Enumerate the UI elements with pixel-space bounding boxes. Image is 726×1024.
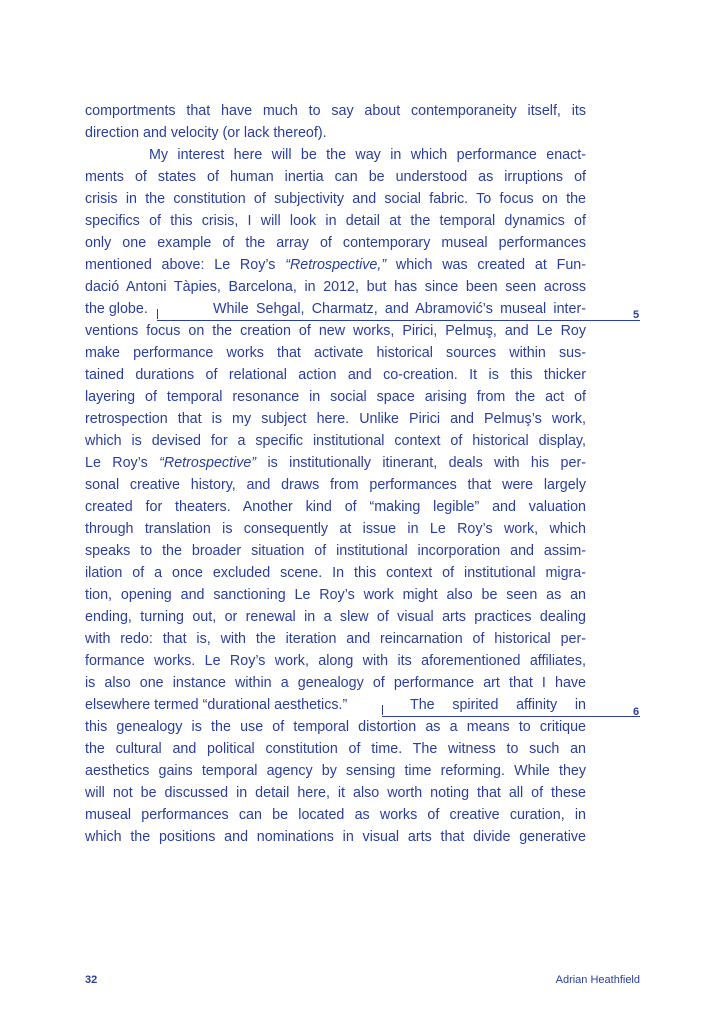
text-line: ending, turning out, or renewal in a slew of visual arts practices dealing <box>85 609 586 625</box>
text-line: will not be discussed in detail here, it also worth noting that all of these <box>85 785 586 801</box>
note-number: 5 <box>633 309 640 321</box>
text-line: comportments that have much to say about contemporaneity itself, its <box>85 103 586 119</box>
text-line: ilation of a once excluded scene. In this context of institutional migra- <box>85 565 586 581</box>
running-footer-author: Adrian Heathfield <box>555 974 640 986</box>
text-line: ventions focus on the creation of new works, Pirici, Pelmuş, and Le Roy <box>85 323 586 339</box>
text-line: museal performances can be located as works of creative curation, in <box>85 807 586 823</box>
text-line: ments of states of human inertia can be understood as irruptions of <box>85 169 586 185</box>
text-line: speaks to the broader situation of institutional incorporation and assim- <box>85 543 586 559</box>
text-segment: Le Roy’s <box>85 455 148 471</box>
work-title: “Retrospective” <box>159 455 257 471</box>
text-line: While Sehgal, Charmatz, and Abramović’s museal inter- <box>213 301 586 317</box>
note-marker <box>382 705 383 715</box>
text-line: crisis in the constitution of subjectivity and social fabric. To focus on the <box>85 191 586 207</box>
text-line: tained durations of relational action and co-creation. It is this thicker <box>85 367 586 383</box>
text-line: direction and velocity (or lack thereof). <box>85 125 327 141</box>
text-segment: which was created at Fun- <box>395 257 586 273</box>
text-line: aesthetics gains temporal agency by sensing time reforming. While they <box>85 763 586 779</box>
page-number: 32 <box>85 974 98 986</box>
note-marker <box>157 309 158 319</box>
text-segment: is institutionally itinerant, deals with his per- <box>267 455 586 471</box>
text-line: is also one instance within a genealogy of performance art that I have <box>85 675 586 691</box>
text-segment: mentioned above: Le Roy’s <box>85 257 276 273</box>
text-line: The spirited affinity in <box>410 697 586 713</box>
text-line: specifics of this crisis, I will look in detail at the temporal dynamics of <box>85 213 586 229</box>
text-line: this genealogy is the use of temporal distortion as a means to critique <box>85 719 586 735</box>
text-line: elsewhere termed “durational aesthetics.” <box>85 697 348 713</box>
text-line: the globe. <box>85 301 148 317</box>
text-line: with redo: that is, with the iteration and reincarnation of historical per- <box>85 631 586 647</box>
text-line: retrospection that is my subject here. Unlike Pirici and Pelmuş’s work, <box>85 411 586 427</box>
text-line: through translation is consequently at issue in Le Roy’s work, which <box>85 521 586 537</box>
text-line: sonal creative history, and draws from performances that were largely <box>85 477 586 493</box>
text-line: only one example of the array of contemporary museal performances <box>85 235 586 251</box>
text-line: layering of temporal resonance in social space arising from the act of <box>85 389 586 405</box>
work-title: “Retrospective,” <box>285 257 387 273</box>
text-line: created for theaters. Another kind of “making legible” and valuation <box>85 499 586 515</box>
note-number: 6 <box>633 706 640 718</box>
text-line: tion, opening and sanctioning Le Roy’s work might also be seen as an <box>85 587 586 603</box>
text-line: the cultural and political constitution of time. The witness to such an <box>85 741 586 757</box>
text-line: make performance works that activate historical sources within sus- <box>85 345 586 361</box>
text-line: which the positions and nominations in visual arts that divide generative <box>85 829 586 845</box>
text-line: My interest here will be the way in which performance enact- <box>149 147 586 163</box>
text-line <box>85 254 586 276</box>
text-line: dació Antoni Tàpies, Barcelona, in 2012, but has since been seen across <box>85 279 586 295</box>
text-line: which is devised for a specific institutional context of historical display, <box>85 433 586 449</box>
text-line <box>85 452 586 474</box>
text-line: formance works. Le Roy’s work, along with its aforementioned affiliates, <box>85 653 586 669</box>
